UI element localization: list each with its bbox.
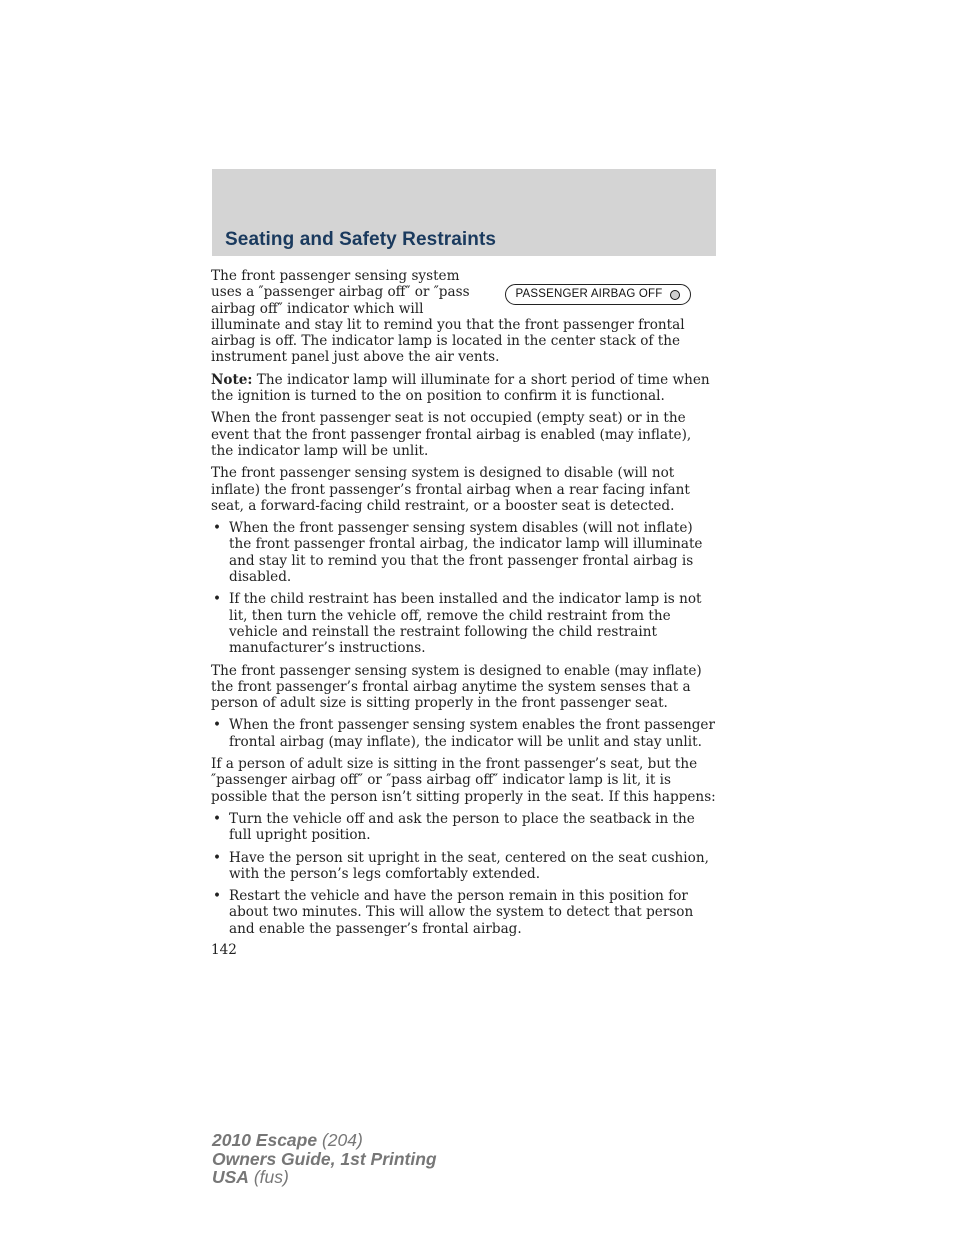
list-item: • When the front passenger sensing system disables (will not inflate) the front passenger frontal airbag, the indicator lamp will illuminate and stay lit to remind you that the front passenger frontal airbag is disabled.: [211, 520, 716, 585]
footer-market-line: [212, 1168, 437, 1187]
note-text: The indicator lamp will illuminate for a short period of time when the ignition is turned to the on position to confirm it is functional.: [211, 371, 710, 405]
indicator-label: PASSENGER AIRBAG OFF: [515, 288, 663, 301]
passenger-airbag-off-indicator: [505, 284, 691, 305]
indicator-lamp-icon: [670, 290, 680, 300]
footer-model: 2010 Escape: [212, 1130, 318, 1150]
section-title: Seating and Safety Restraints: [225, 229, 497, 250]
adult-paragraph: If a person of adult size is sitting in the front passenger’s seat, but the ″passenger airbag off″ or ″pass airbag off″ indicator lamp is lit, it is possible that the person isn’t sitting properly in the seat. If this happens:: [211, 756, 716, 805]
enable-paragraph: The front passenger sensing system is designed to enable (may inflate) the front passenger’s frontal airbag anytime the system senses that a person of adult size is sitting properly in the front passenger seat.: [211, 662, 702, 712]
list-item: • When the front passenger sensing system enables the front passenger frontal airbag (may inflate), the indicator will be unlit and stay unlit.: [211, 717, 716, 750]
disable-paragraph: The front passenger sensing system is designed to disable (will not inflate) the front passenger’s frontal airbag when a rear facing infant seat, a forward-facing child restraint, or a booster seat is detected.: [211, 465, 690, 514]
list-item: • If the child restraint has been installed and the indicator lamp is not lit, then turn the vehicle off, remove the child restraint from the vehicle and reinstall the restraint following the child restraint manufacturer’s instructions.: [211, 591, 716, 656]
disable-bullet-list: [211, 520, 716, 656]
section-header-band: [212, 169, 716, 256]
footer-model-code: (204): [317, 1130, 363, 1150]
note-paragraph: [211, 372, 716, 405]
adult-bullet-list: [211, 811, 716, 937]
page-content: [211, 268, 716, 958]
list-item: • Turn the vehicle off and ask the person to place the seatback in the full upright position.: [211, 811, 716, 844]
page-number: 142: [211, 941, 237, 958]
list-item: • Restart the vehicle and have the person remain in this position for about two minutes. This will allow the system to detect that person and enable the passenger’s frontal airbag.: [211, 888, 716, 937]
list-item: • Have the person sit upright in the seat, centered on the seat cushion, with the person’s legs comfortably extended.: [211, 850, 716, 883]
footer-guide: Owners Guide, 1st Printing: [212, 1148, 437, 1169]
intro-paragraph: The front passenger sensing system uses a ″passenger airbag off″ or ″pass airbag off″ indicator which will illuminate and stay lit to remind you that the front passenger frontal airbag is off. The indicator lamp is located in the center stack of the instrument panel just above the air vents.: [211, 268, 685, 366]
footer-market-code: (fus): [248, 1167, 289, 1187]
footer: [212, 1131, 437, 1187]
enable-bullet-list: [211, 717, 716, 750]
intro-block: [211, 268, 716, 366]
footer-model-line: [212, 1131, 437, 1150]
footer-market: USA: [212, 1167, 249, 1187]
note-label: Note:: [211, 371, 253, 388]
unoccupied-paragraph: When the front passenger seat is not occupied (empty seat) or in the event that the front passenger frontal airbag is enabled (may inflate), the indicator lamp will be unlit.: [211, 410, 692, 459]
